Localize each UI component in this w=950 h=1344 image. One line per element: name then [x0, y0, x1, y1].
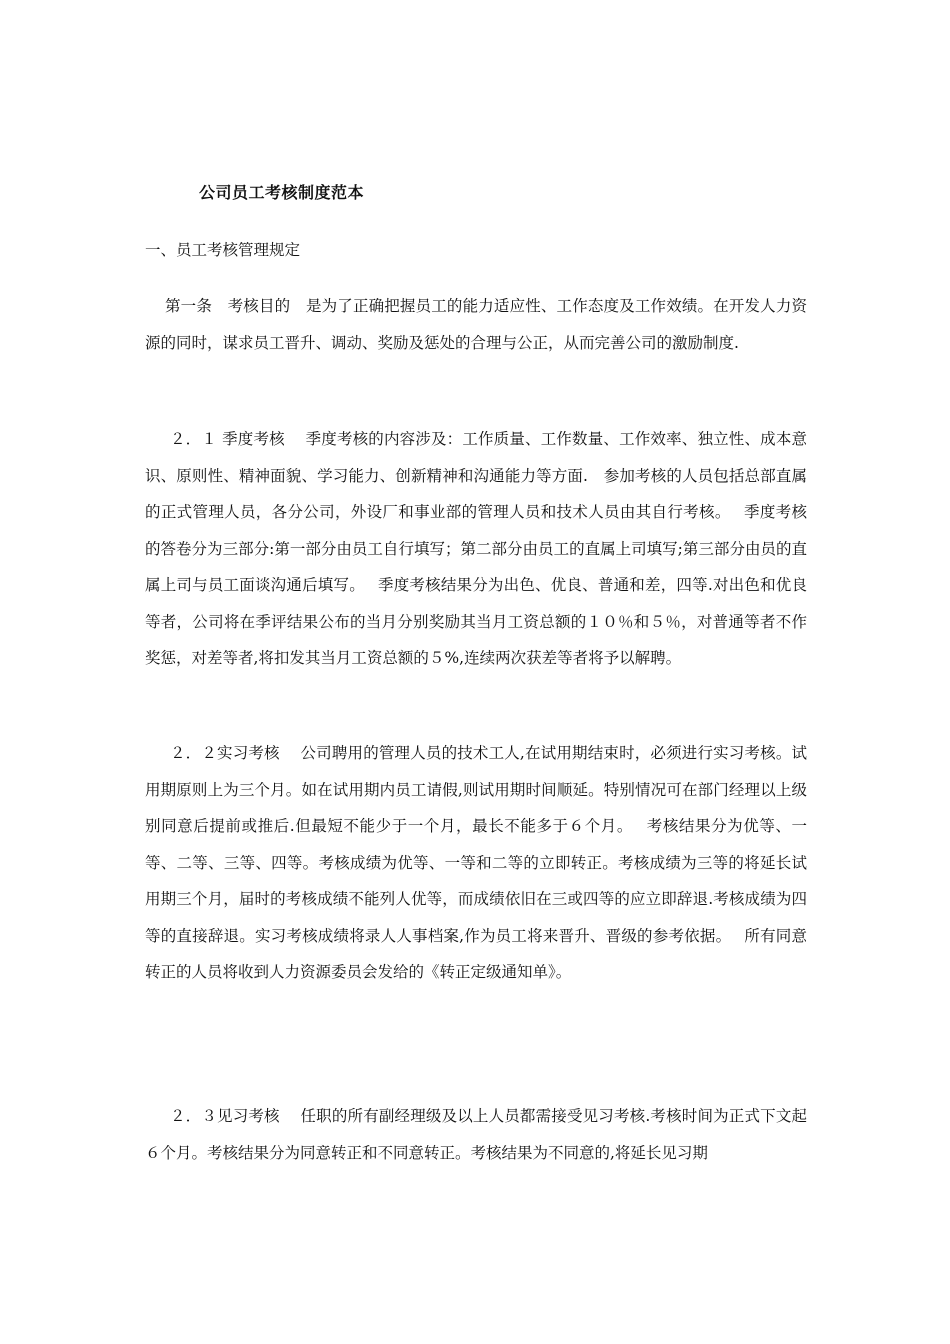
paragraph-trial-review: ２．３见习考核 任职的所有副经理级及以上人员都需接受见习考核.考核时间为正式下文起６个月。考核结果分为同意转正和不同意转正。考核结果为不同意的,将延长见习期 — [145, 1107, 807, 1162]
paragraph-quarterly-review: ２．１ 季度考核 季度考核的内容涉及：工作质量、工作数量、工作效率、独立性、成本意识、原则性、精神面貌、学习能力、创新精神和沟通能力等方面. 参加考核的人员包括总部直属的正式管理人员，各分公司，外设厂和事业部的管理人员和技术人员由其自行考核。 季度考核的答卷分为三部分:第一部分由员工自行填写；第二部分由员工的直属上司填写;第三部分由员的直属上司与员工面谈沟通后填写。 季度考核结果分为出色、优良、普通和差，四等.对出色和优良等者，公司将在季评结果公布的当月分别奖励其当月工资总额的１０％和５％，对普通等者不作奖惩，对差等者,将扣发其当月工资总额的５%,连续两次获差等者将予以解聘。 — [145, 430, 807, 667]
paragraph-purpose: 第一条 考核目的 是为了正确把握员工的能力适应性、工作态度及工作效绩。在开发人力资源的同时，谋求员工晋升、调动、奖励及惩处的合理与公正，从而完善公司的激励制度. — [145, 297, 807, 352]
document-title: 公司员工考核制度范本 — [199, 183, 365, 202]
paragraph-probation-review: ２．２实习考核 公司聘用的管理人员的技术工人,在试用期结束时，必须进行实习考核。试用期原则上为三个月。如在试用期内员工请假,则试用期时间顺延。特别情况可在部门经理以上级别同意后提前或推后.但最短不能少于一个月，最长不能多于６个月。 考核结果分为优等、一等、二等、三等、四等。考核成绩为优等、一等和二等的立即转正。考核成绩为三等的将延长试用期三个月，届时的考核成绩不能列人优等，而成绩依旧在三或四等的应立即辞退.考核成绩为四等的直接辞退。实习考核成绩将录人人事档案,作为员工将来晋升、晋级的参考依据。 所有同意转正的人员将收到人力资源委员会发给的《转正定级通知单》。 — [145, 744, 807, 981]
section-heading: 一、员工考核管理规定 — [145, 241, 301, 259]
